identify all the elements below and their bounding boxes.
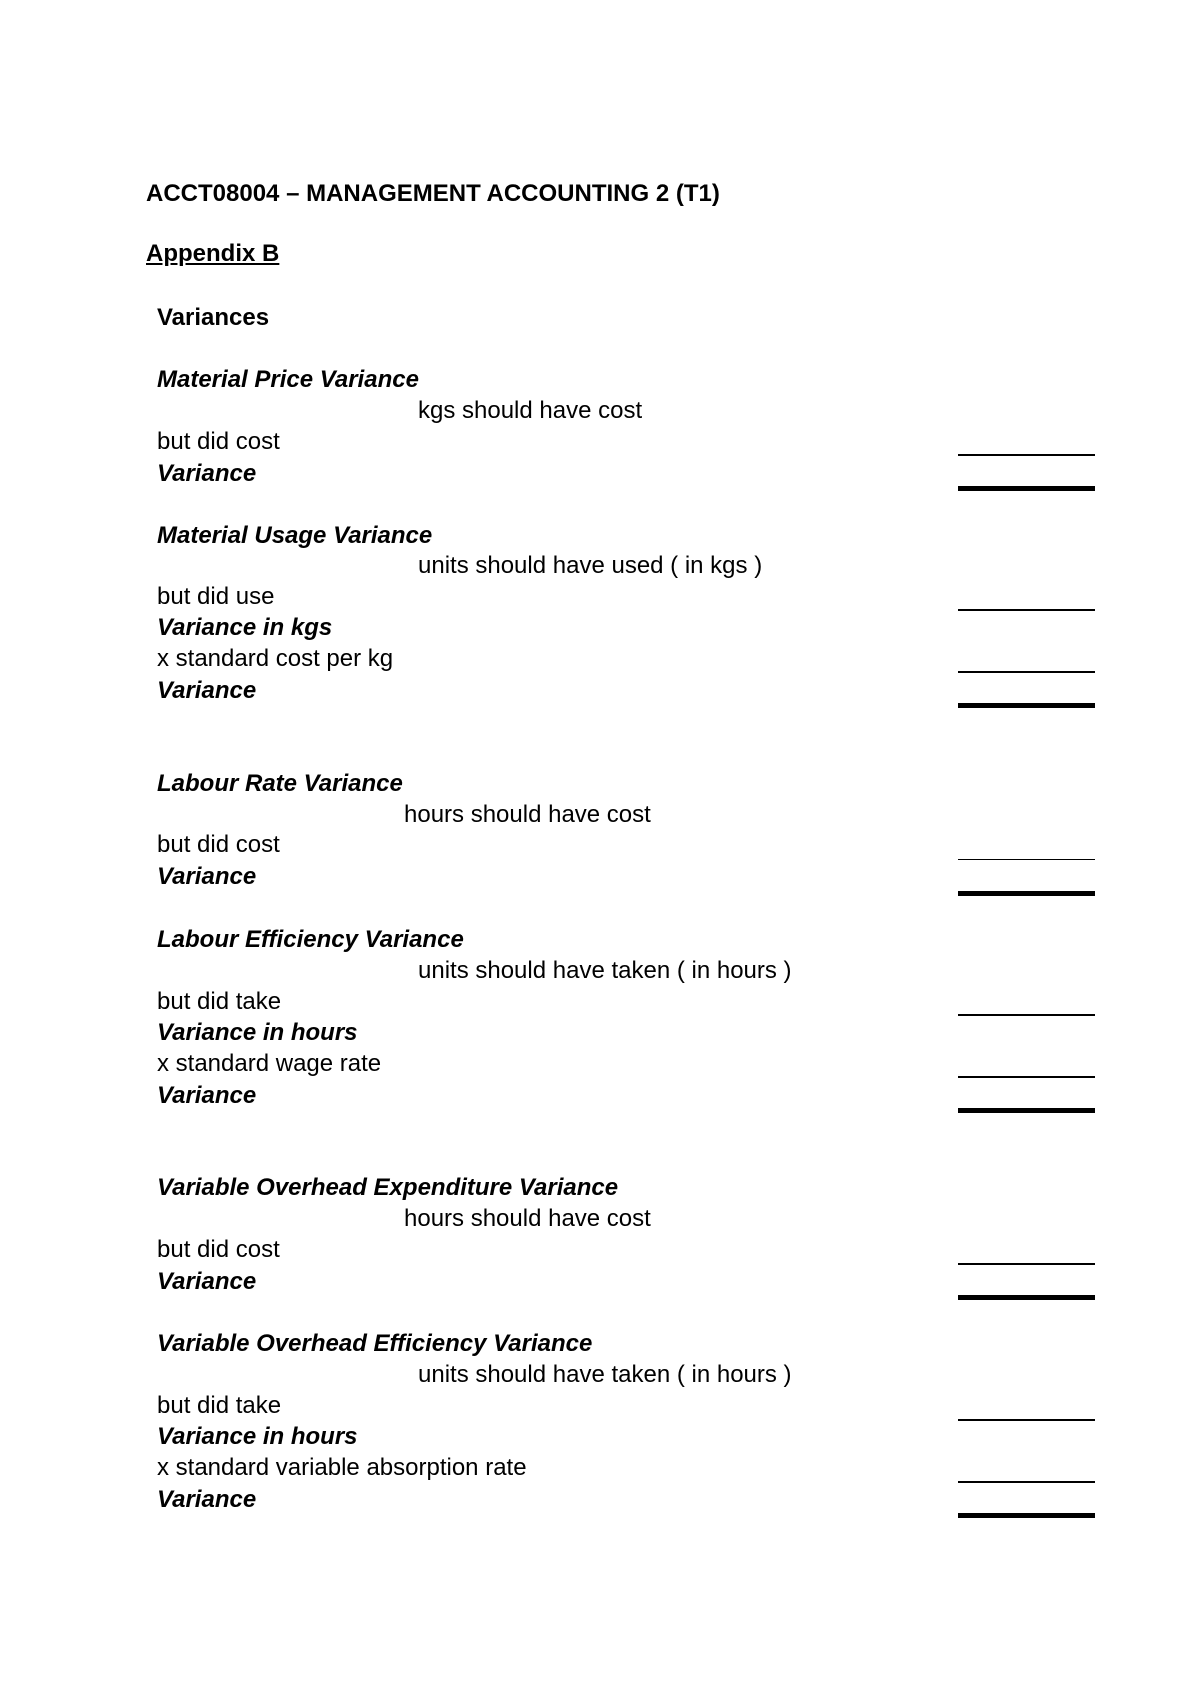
labour-efficiency-did-take: but did take	[157, 988, 282, 1015]
material-usage-kgs-line	[958, 609, 1095, 611]
voh-expenditure-variance-label: Variance	[157, 1268, 257, 1295]
labour-rate-did-cost: but did cost	[157, 831, 280, 858]
material-price-total-line	[958, 486, 1095, 491]
labour-rate-title: Labour Rate Variance	[157, 770, 403, 797]
appendix-label: Appendix B	[146, 240, 280, 267]
material-price-subtotal-line	[958, 454, 1095, 456]
labour-efficiency-subtotal-line	[958, 1076, 1095, 1078]
voh-efficiency-variance-hours: Variance in hours	[157, 1423, 358, 1450]
voh-expenditure-subtotal-line	[958, 1263, 1095, 1265]
labour-efficiency-total-line	[958, 1108, 1095, 1113]
material-usage-variance-label: Variance	[157, 677, 257, 704]
voh-efficiency-did-take: but did take	[157, 1392, 282, 1419]
variances-heading: Variances	[157, 304, 270, 331]
material-usage-title: Material Usage Variance	[157, 522, 433, 549]
material-usage-variance-kgs: Variance in kgs	[157, 614, 333, 641]
material-usage-subtotal-line	[958, 671, 1095, 673]
voh-efficiency-total-line	[958, 1513, 1095, 1518]
labour-rate-variance-label: Variance	[157, 863, 257, 890]
voh-efficiency-absorption-rate: x standard variable absorption rate	[157, 1454, 527, 1481]
labour-efficiency-should-take: units should have taken ( in hours )	[418, 957, 792, 984]
material-price-did-cost: but did cost	[157, 428, 280, 455]
material-usage-std-cost: x standard cost per kg	[157, 645, 394, 672]
material-usage-should-use: units should have used ( in kgs )	[418, 552, 763, 579]
material-price-should-cost: kgs should have cost	[418, 397, 643, 424]
material-price-title: Material Price Variance	[157, 366, 419, 393]
voh-expenditure-total-line	[958, 1295, 1095, 1300]
material-price-variance-label: Variance	[157, 460, 257, 487]
labour-rate-total-line	[958, 891, 1095, 896]
material-usage-did-use: but did use	[157, 583, 275, 610]
voh-efficiency-hours-line	[958, 1419, 1095, 1421]
labour-efficiency-hours-line	[958, 1014, 1095, 1016]
voh-efficiency-variance-label: Variance	[157, 1486, 257, 1513]
voh-expenditure-did-cost: but did cost	[157, 1236, 280, 1263]
labour-rate-should-cost: hours should have cost	[404, 801, 651, 828]
labour-efficiency-variance-label: Variance	[157, 1082, 257, 1109]
labour-rate-subtotal-line	[958, 859, 1095, 860]
labour-efficiency-title: Labour Efficiency Variance	[157, 926, 464, 953]
voh-expenditure-should-cost: hours should have cost	[404, 1205, 651, 1232]
labour-efficiency-variance-hours: Variance in hours	[157, 1019, 358, 1046]
voh-efficiency-title: Variable Overhead Efficiency Variance	[157, 1330, 593, 1357]
voh-efficiency-subtotal-line	[958, 1481, 1095, 1483]
voh-efficiency-should-take: units should have taken ( in hours )	[418, 1361, 792, 1388]
voh-expenditure-title: Variable Overhead Expenditure Variance	[157, 1174, 619, 1201]
document-title: ACCT08004 – MANAGEMENT ACCOUNTING 2 (T1)	[146, 180, 720, 207]
material-usage-total-line	[958, 703, 1095, 708]
labour-efficiency-std-wage: x standard wage rate	[157, 1050, 382, 1077]
